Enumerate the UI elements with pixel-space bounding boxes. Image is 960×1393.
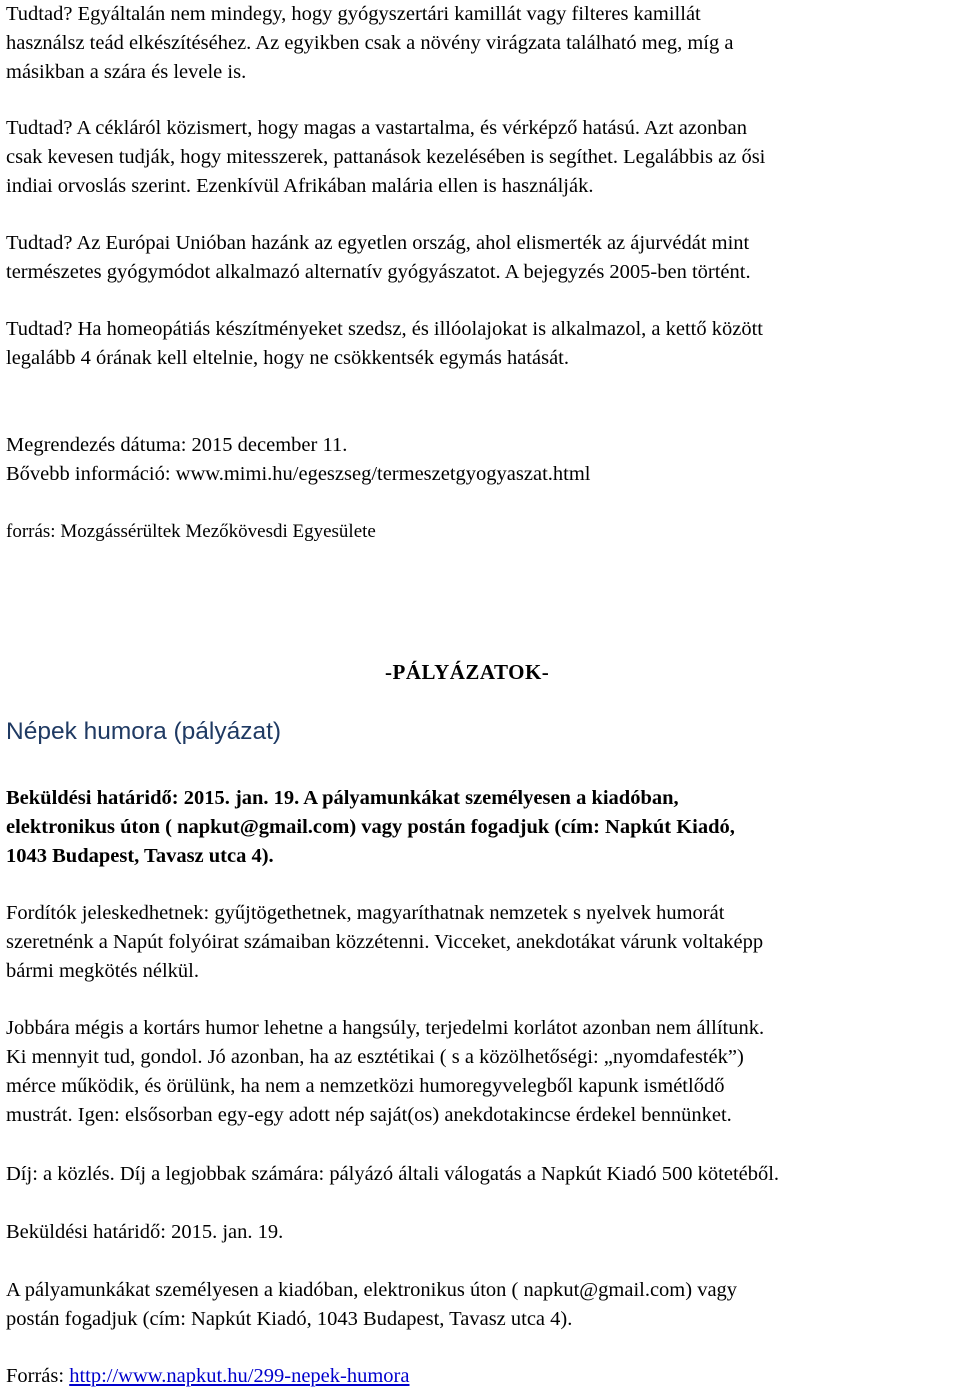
tip-paragraph-4 — [6, 315, 960, 373]
tip-3-line: Tudtad? Az Európai Unióban hazánk az egyetlen ország, ahol elismerték az ájurvédát mint — [6, 232, 750, 254]
contest-deadline-line: Beküldési határidő: 2015. jan. 19. — [6, 1221, 284, 1243]
tip-2-line: Tudtad? A cékláról közismert, hogy magas a vastartalma, és vérképző hatású. Azt azonban — [6, 117, 748, 139]
contest-prize — [6, 1160, 960, 1189]
contest-source — [6, 1362, 960, 1391]
tip-4-line: Tudtad? Ha homeopátiás készítményeket szedsz, és illóolajokat is alkalmazol, a kettő között — [6, 318, 763, 340]
contest-deadline — [6, 1218, 960, 1247]
contest-source-label: Forrás: — [6, 1365, 70, 1387]
tip-4-line: legalább 4 órának kell eltelnie, hogy ne csökkentsék egymás hatását. — [6, 347, 569, 369]
order-info-url: Bővebb információ: www.mimi.hu/egeszseg/termeszetgyogyaszat.html — [6, 463, 591, 485]
tip-paragraph-1 — [6, 0, 960, 87]
tip-3-line: természetes gyógymódot alkalmazó alternatív gyógyászatot. A bejegyzés 2005-ben történt. — [6, 261, 751, 283]
source-credit — [6, 517, 960, 546]
contest-submit-line: A pályamunkákat személyesen a kiadóban, elektronikus úton ( napkut@gmail.com) vagy — [6, 1279, 738, 1301]
contest-intro — [6, 899, 960, 986]
contest-humor-line: Ki mennyit tud, gondol. Jó azonban, ha az esztétikai ( s a közölhetőségi: „nyomdafesték”) — [6, 1046, 744, 1068]
order-date: Megrendezés dátuma: 2015 december 11. — [6, 434, 348, 456]
contest-source-line — [6, 1362, 960, 1391]
tip-1-line: Tudtad? Egyáltalán nem mindegy, hogy gyógyszertári kamillát vagy filteres kamillát — [6, 3, 701, 25]
contest-deadline-bold-line: 1043 Budapest, Tavasz utca 4). — [6, 845, 274, 867]
contest-prize-line: Díj: a közlés. Díj a legjobbak számára: pályázó általi válogatás a Napkút Kiadó 500 kötetéből. — [6, 1163, 780, 1185]
contest-intro-line: bármi megkötés nélkül. — [6, 960, 199, 982]
contest-humor — [6, 1014, 960, 1130]
tip-2-line: indiai orvoslás szerint. Ezenkívül Afrikában malária ellen is használják. — [6, 175, 594, 197]
tip-2-line: csak kevesen tudják, hogy mitesszerek, pattanások kezelésében is segíthet. Legalábbis az ősi — [6, 146, 766, 168]
contest-submit — [6, 1276, 960, 1334]
contest-submit-line: postán fogadjuk (cím: Napkút Kiadó, 1043 Budapest, Tavasz utca 4). — [6, 1308, 573, 1330]
contest-deadline-bold-line: Beküldési határidő: 2015. jan. 19. A pályamunkákat személyesen a kiadóban, — [6, 787, 679, 809]
contest-intro-line: Fordítók jeleskedhetnek: gyűjtögethetnek, magyaríthatnak nemzetek s nyelvek humorát — [6, 902, 725, 924]
contest-intro-line: szeretnénk a Napút folyóirat számaiban közzétenni. Vicceket, anekdotákat várunk voltaképp — [6, 931, 764, 953]
order-info — [6, 431, 960, 489]
section-heading: -PÁLYÁZATOK- — [385, 660, 550, 684]
source-credit-text: forrás: Mozgássérültek Mezőkövesdi Egyesülete — [6, 521, 376, 542]
contest-source-link[interactable]: http://www.napkut.hu/299-nepek-humora — [69, 1365, 410, 1387]
contest-deadline-bold-line: elektronikus úton ( napkut@gmail.com) vagy postán fogadjuk (cím: Napkút Kiadó, — [6, 816, 735, 838]
tip-1-line: használsz teád elkészítéséhez. Az egyikben csak a növény virágzata található meg, míg a — [6, 32, 734, 54]
contest-title: Népek humora (pályázat) — [6, 718, 282, 745]
contest-deadline-bold — [6, 784, 960, 871]
tip-paragraph-3 — [6, 229, 960, 287]
tip-paragraph-2 — [6, 114, 960, 201]
contest-humor-line: Jobbára mégis a kortárs humor lehetne a hangsúly, terjedelmi korlátot azonban nem állítunk. — [6, 1017, 765, 1039]
contest-humor-line: mérce működik, és örülünk, ha nem a nemzetközi humoregyvelegből kapunk ismétlődő — [6, 1075, 725, 1097]
tip-1-line: másikban a szára és levele is. — [6, 61, 247, 83]
contest-humor-line: mustrát. Igen: elsősorban egy-egy adott nép saját(os) anekdotakincse érdekel bennünket. — [6, 1104, 732, 1126]
